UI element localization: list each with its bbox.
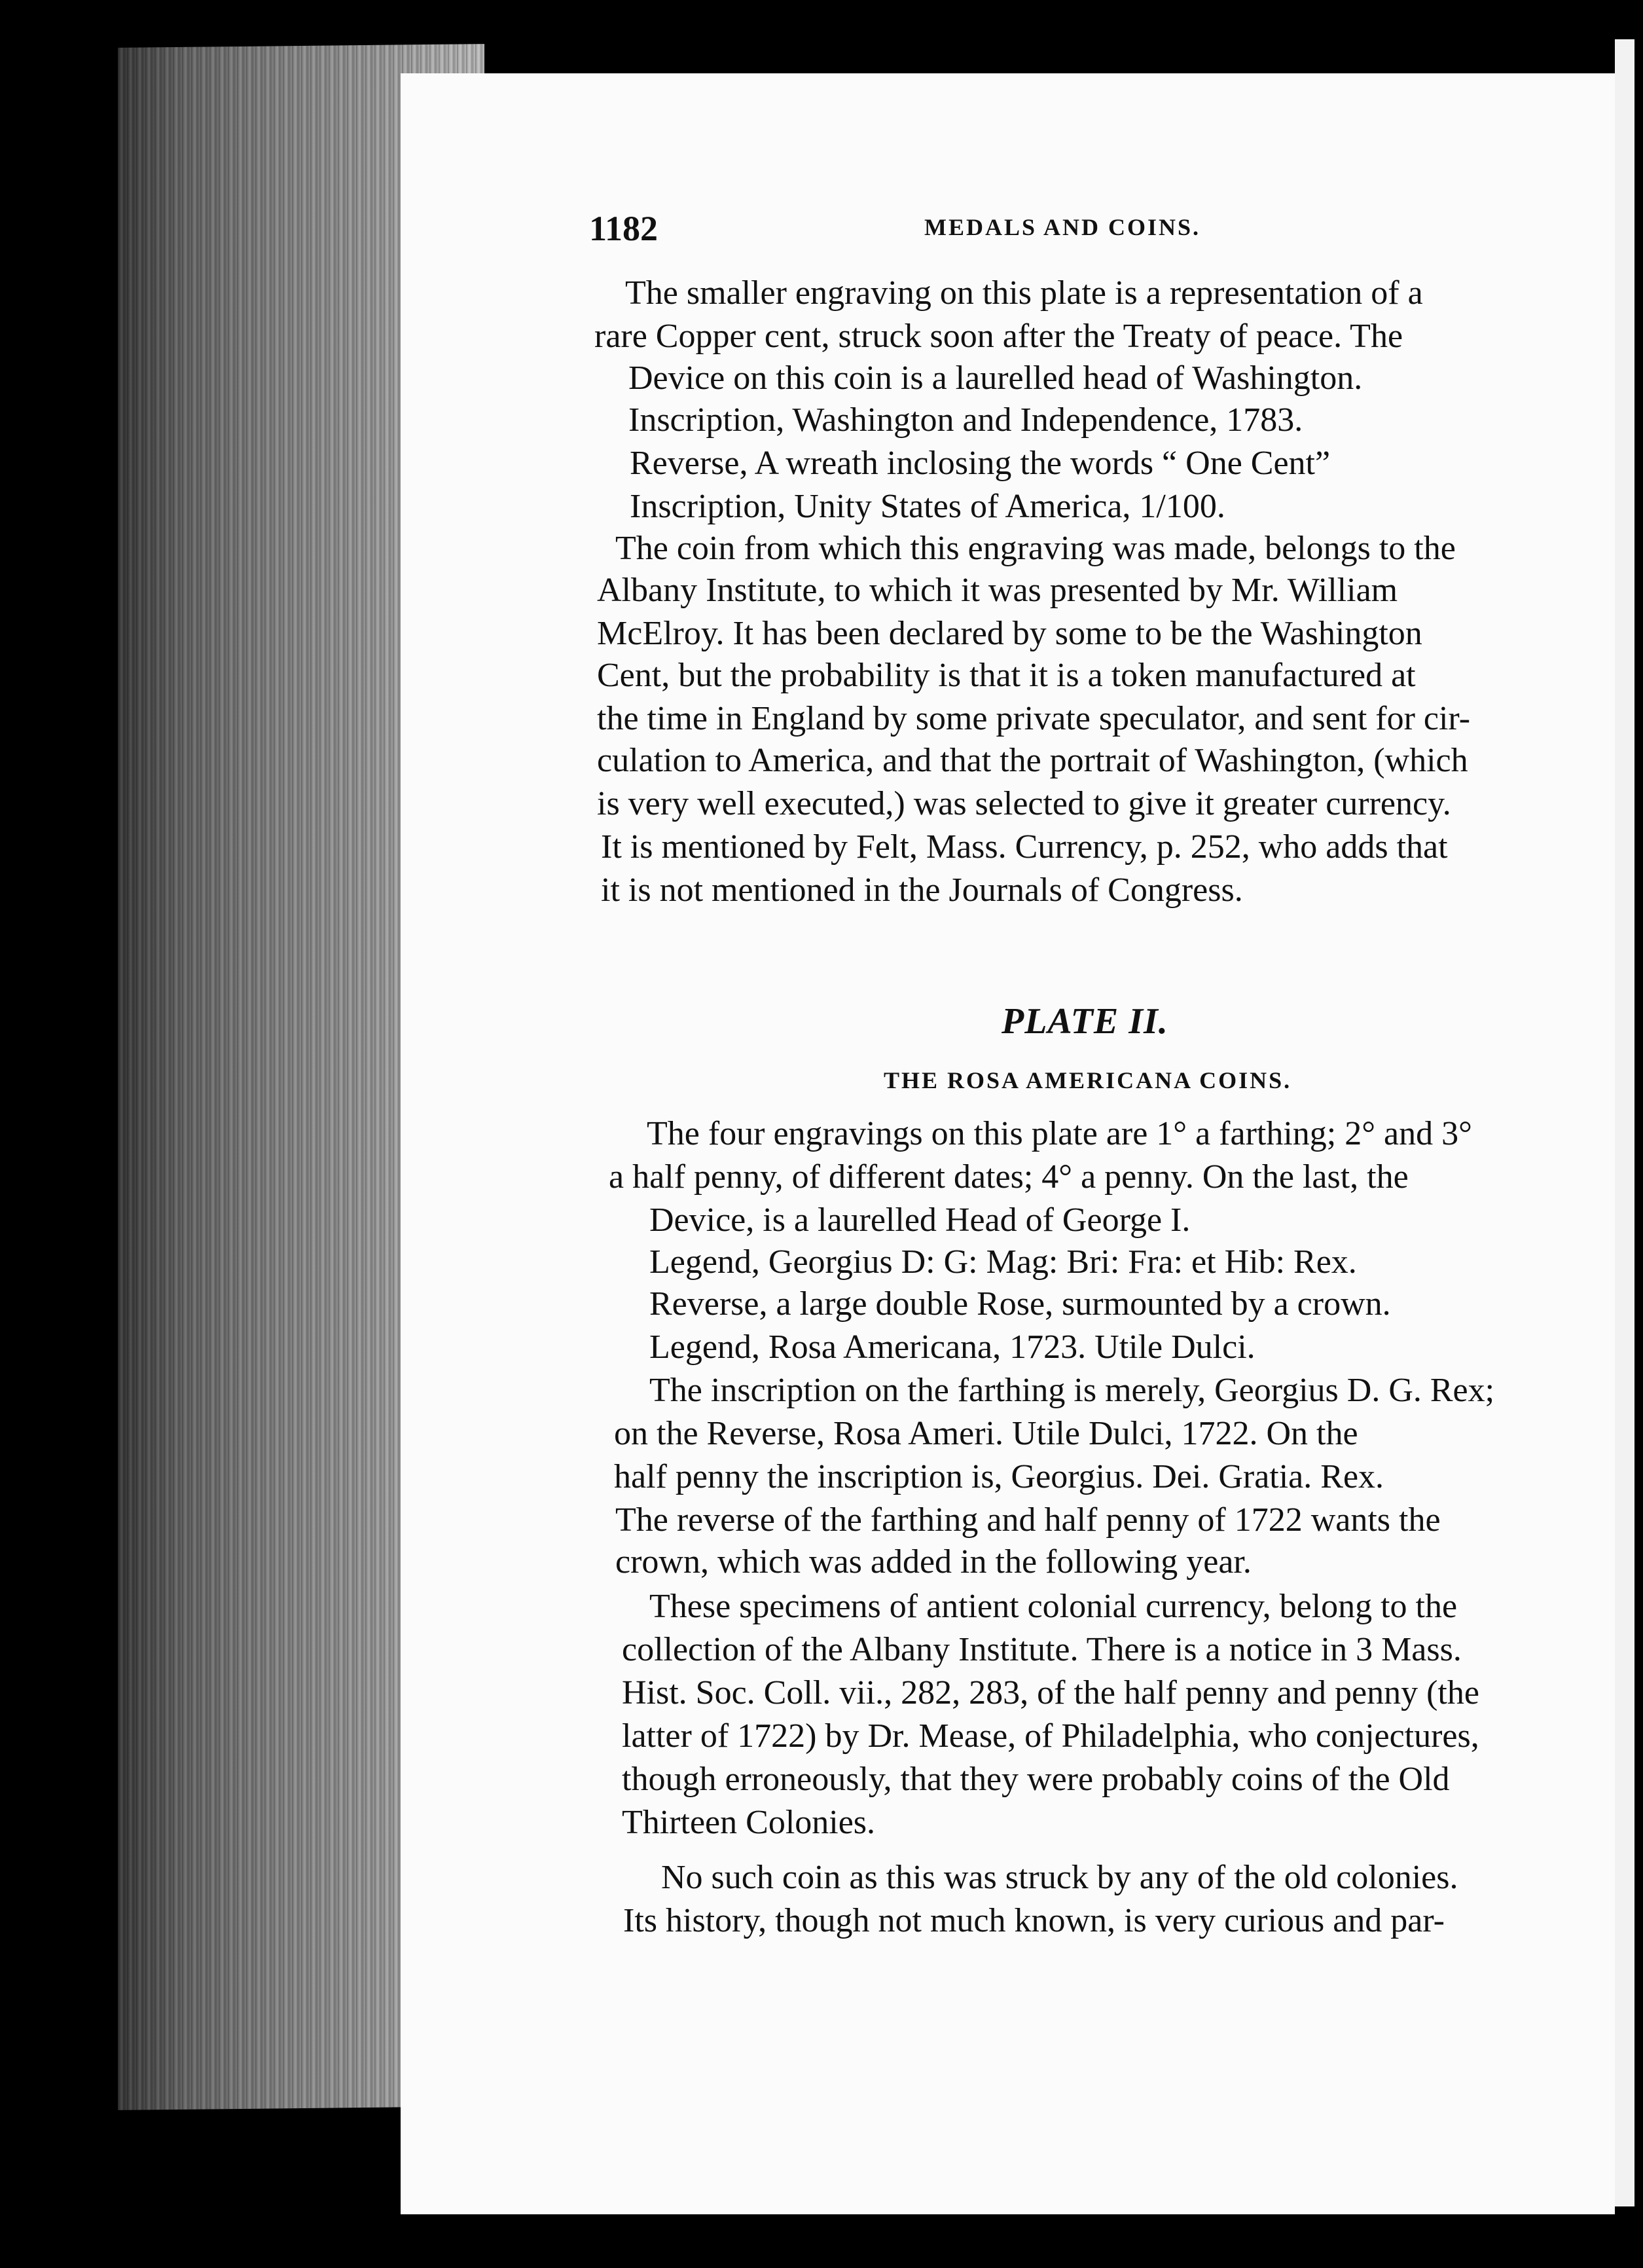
text-line: it is not mentioned in the Journals of Congress. xyxy=(601,871,1243,909)
text-line: It is mentioned by Felt, Mass. Currency, p. 252, who adds that xyxy=(601,828,1448,866)
text-line: Legend, Georgius D: G: Mag: Bri: Fra: et Hib: Rex. xyxy=(649,1243,1357,1281)
text-line: Reverse, a large double Rose, surmounted by a crown. xyxy=(649,1285,1391,1323)
text-line: Inscription, Washington and Independence, 1783. xyxy=(628,401,1303,439)
page-number: 1182 xyxy=(589,209,659,248)
text-line: a half penny, of different dates; 4° a penny. On the last, the xyxy=(609,1158,1409,1196)
text-line: collection of the Albany Institute. There is a notice in 3 Mass. xyxy=(622,1631,1462,1668)
text-line: The four engravings on this plate are 1° a farthing; 2° and 3° xyxy=(647,1115,1472,1152)
text-line: The inscription on the farthing is merely, Georgius D. G. Rex; xyxy=(649,1372,1495,1409)
plate-subheading: THE ROSA AMERICANA COINS. xyxy=(884,1067,1292,1093)
text-line: half penny the inscription is, Georgius. Dei. Gratia. Rex. xyxy=(614,1458,1384,1495)
text-line: The coin from which this engraving was made, belongs to the xyxy=(615,530,1456,567)
running-title: MEDALS AND COINS. xyxy=(924,214,1201,240)
text-line: though erroneously, that they were probably coins of the Old xyxy=(622,1761,1450,1798)
text-line: latter of 1722) by Dr. Mease, of Philadelphia, who conjectures, xyxy=(622,1717,1479,1755)
text-line: Hist. Soc. Coll. vii., 282, 283, of the half penny and penny (the xyxy=(622,1674,1479,1711)
text-line: No such coin as this was struck by any of the old colonies. xyxy=(661,1859,1458,1896)
text-line: The reverse of the farthing and half penny of 1722 wants the xyxy=(615,1501,1441,1539)
text-line: Device, is a laurelled Head of George I. xyxy=(649,1201,1191,1239)
text-line: Device on this coin is a laurelled head of Washington. xyxy=(628,359,1363,397)
text-line: crown, which was added in the following year. xyxy=(615,1543,1252,1581)
text-line: is very well executed,) was selected to give it greater currency. xyxy=(597,785,1451,822)
text-line: Cent, but the probability is that it is a token manufactured at xyxy=(597,657,1416,694)
text-line: McElroy. It has been declared by some to be the Washington xyxy=(597,615,1422,652)
facing-page-strip xyxy=(1615,39,1634,2206)
text-line: Inscription, Unity States of America, 1/100. xyxy=(630,488,1225,525)
text-line: These specimens of antient colonial currency, belong to the xyxy=(649,1588,1458,1625)
text-line: rare Copper cent, struck soon after the Treaty of peace. The xyxy=(594,318,1403,355)
text-line: Thirteen Colonies. xyxy=(622,1804,876,1841)
plate-heading: PLATE II. xyxy=(1002,1001,1168,1042)
text-line: Its history, though not much known, is very curious and par- xyxy=(623,1902,1445,1939)
text-line: Albany Institute, to which it was presented by Mr. William xyxy=(597,572,1398,609)
text-line: Reverse, A wreath inclosing the words “ One Cent” xyxy=(630,445,1331,482)
text-line: The smaller engraving on this plate is a representation of a xyxy=(625,274,1423,312)
text-line: the time in England by some private speculator, and sent for cir- xyxy=(597,700,1471,737)
text-line: Legend, Rosa Americana, 1723. Utile Dulci. xyxy=(649,1328,1255,1366)
text-line: culation to America, and that the portrait of Washington, (which xyxy=(597,742,1468,779)
text-line: on the Reverse, Rosa Ameri. Utile Dulci, 1722. On the xyxy=(614,1415,1358,1452)
